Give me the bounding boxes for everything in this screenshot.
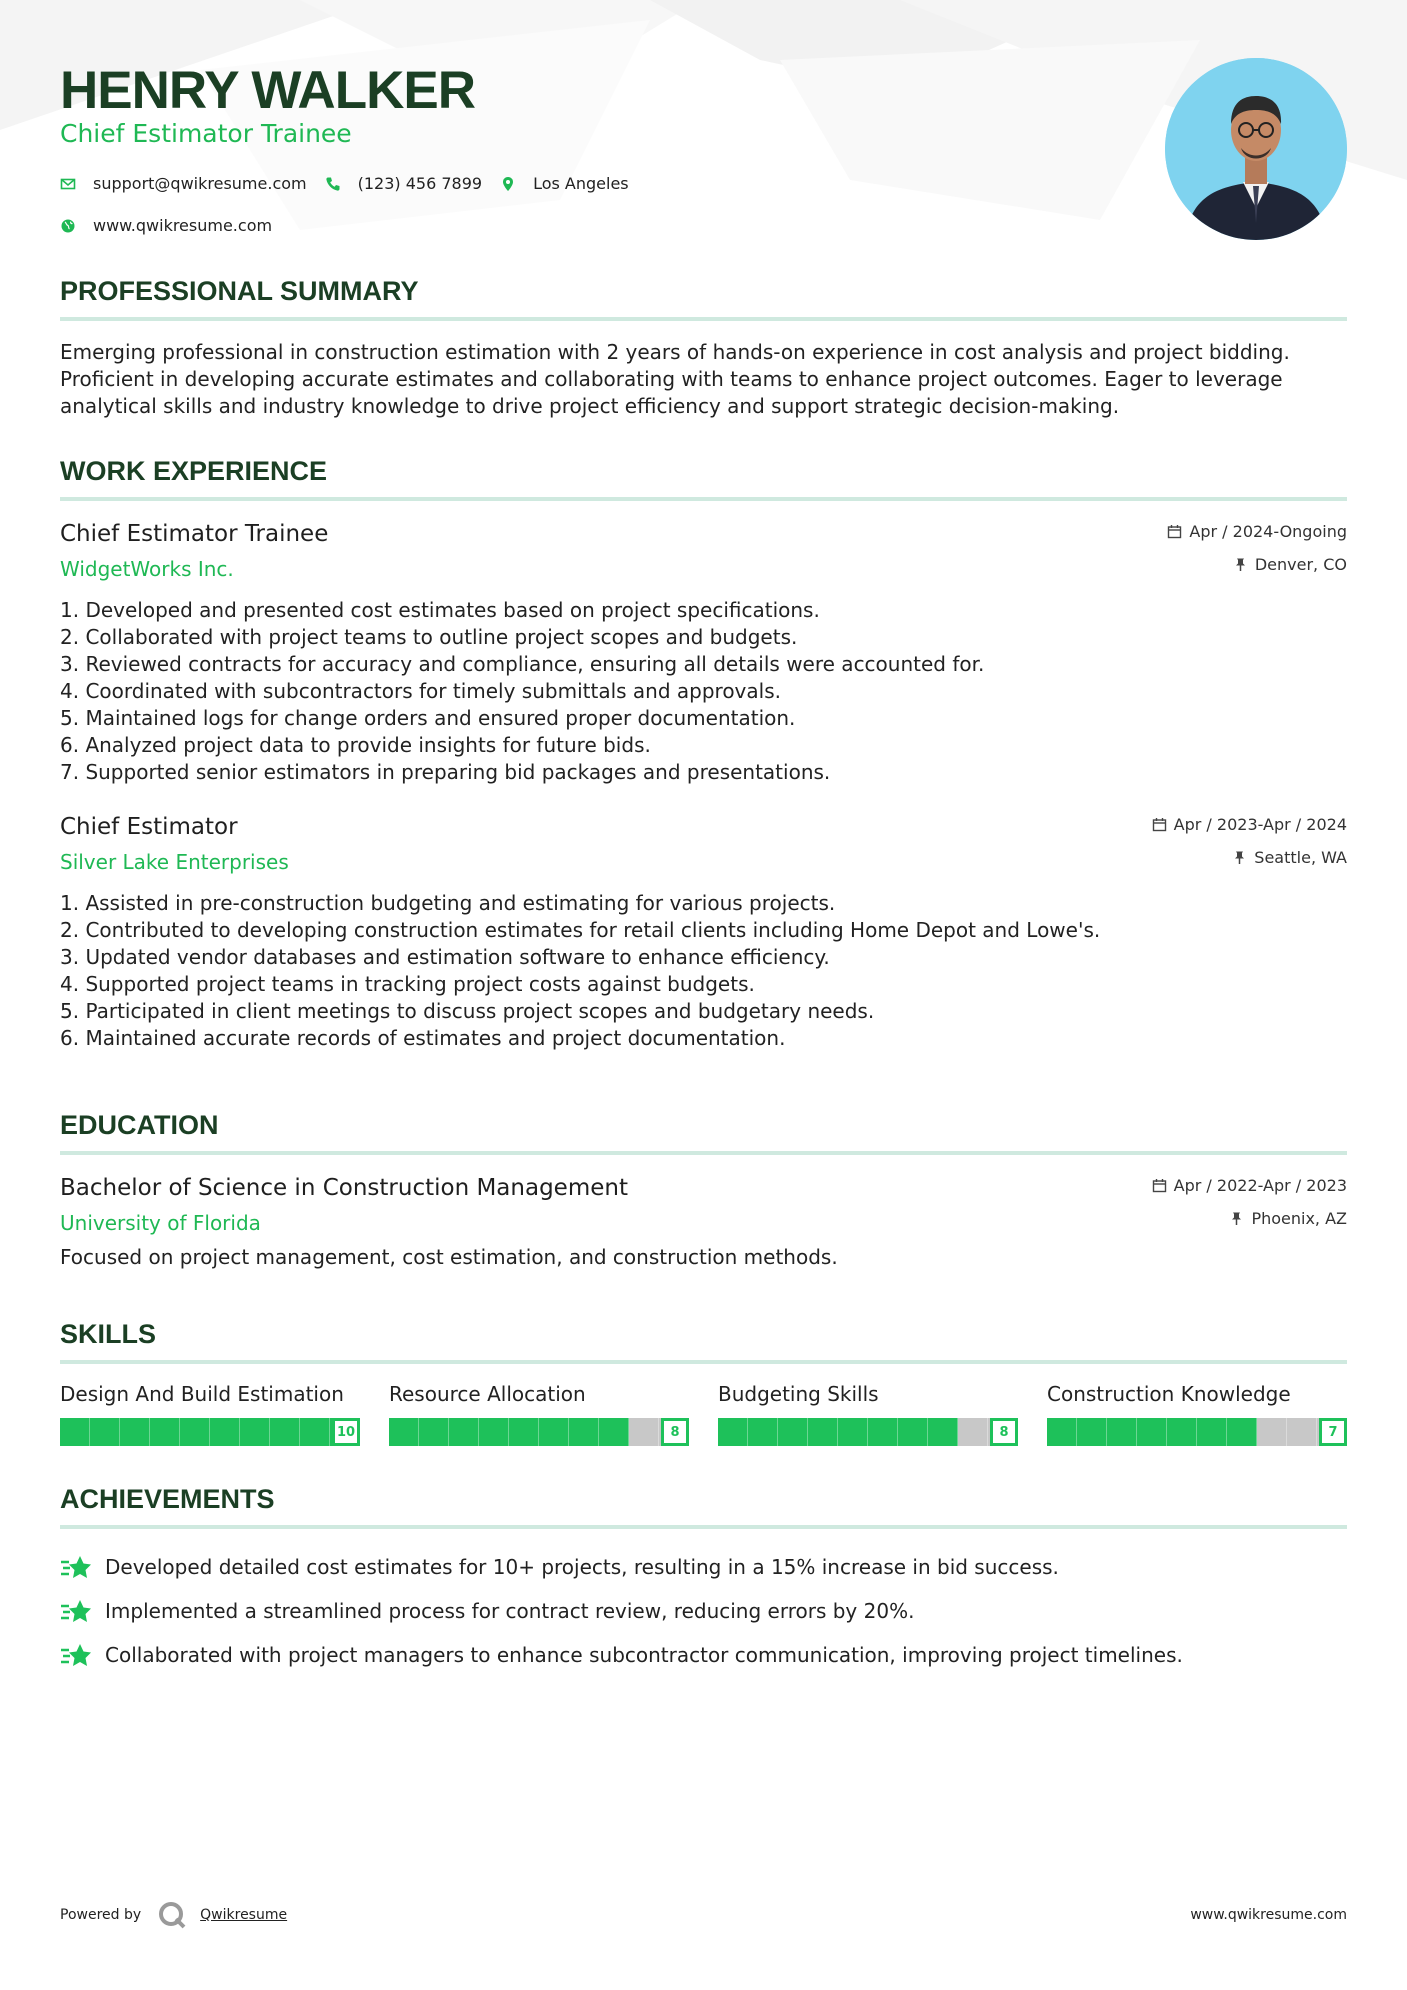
list-item: 7. Supported senior estimators in preparing bid packages and presentations. <box>60 760 831 784</box>
skill-bar <box>389 1418 689 1446</box>
job-location: Denver, CO <box>1254 554 1347 574</box>
skill-bar-segment <box>718 1418 748 1446</box>
pushpin-icon <box>1229 1211 1244 1226</box>
skill-item <box>389 1382 689 1446</box>
calendar-icon <box>1152 1178 1167 1193</box>
list-item: 3. Reviewed contracts for accuracy and compliance, ensuring all details were accounted for. <box>60 652 985 676</box>
skill-bar-segment <box>958 1418 988 1446</box>
education-section <box>60 1110 1347 1269</box>
education-description: Focused on project management, cost estimation, and construction methods. <box>60 1245 838 1269</box>
phone-text: (123) 456 7899 <box>357 174 483 193</box>
job-dates: Apr / 2023-Apr / 2024 <box>1173 814 1347 834</box>
skill-name: Design And Build Estimation <box>60 1382 344 1406</box>
summary-text: Emerging professional in construction estimation with 2 years of hands-on experience in cost analysis and project bidding. Proficient in developing accurate estimates and collaborating with teams to enhance project outcomes. Eager to leverage analytical skills and industry knowledge to drive project efficiency and support strategic decision-making. <box>60 340 1290 418</box>
list-item: 3. Updated vendor databases and estimation software to enhance efficiency. <box>60 945 830 969</box>
skill-bar-segment <box>120 1418 150 1446</box>
skill-bar-segment <box>509 1418 539 1446</box>
skill-score: 10 <box>332 1418 360 1446</box>
list-item: 5. Participated in client meetings to discuss project scopes and budgetary needs. <box>60 999 875 1023</box>
skills-section <box>60 1319 1347 1446</box>
profile-photo <box>1165 58 1347 240</box>
powered-by <box>60 1900 287 1930</box>
summary-heading: PROFESSIONAL SUMMARY <box>60 276 1347 321</box>
job-role: Chief Estimator Trainee <box>60 521 329 547</box>
skill-bar-segment <box>270 1418 300 1446</box>
skill-bar-segment <box>389 1418 419 1446</box>
skill-bar-segment <box>1137 1418 1167 1446</box>
education-dates: Apr / 2022-Apr / 2023 <box>1173 1175 1347 1195</box>
website-text: www.qwikresume.com <box>93 216 273 235</box>
list-item: 6. Analyzed project data to provide insights for future bids. <box>60 733 651 757</box>
list-item: 2. Contributed to developing construction estimates for retail clients including Home Depot and Lowe's. <box>60 918 1101 942</box>
job-role: Chief Estimator <box>60 814 238 840</box>
skill-bar-segment <box>868 1418 898 1446</box>
achievement-text: Developed detailed cost estimates for 10+ projects, resulting in a 15% increase in bid success. <box>105 1555 1059 1579</box>
skill-bar <box>718 1418 1018 1446</box>
skill-bar-segment <box>599 1418 629 1446</box>
skill-bar-segment <box>928 1418 958 1446</box>
achievement-item <box>60 1545 1347 1589</box>
skill-bar-segment <box>1107 1418 1137 1446</box>
skill-name: Construction Knowledge <box>1047 1382 1291 1406</box>
star-award-icon <box>60 1598 92 1624</box>
job-company: Silver Lake Enterprises <box>60 850 289 874</box>
skill-bar-segment <box>180 1418 210 1446</box>
phone-icon <box>325 176 341 192</box>
envelope-icon <box>60 176 76 192</box>
skill-bar-segment <box>748 1418 778 1446</box>
skill-bar-segment <box>838 1418 868 1446</box>
pushpin-icon <box>1232 850 1247 865</box>
list-item: 4. Coordinated with subcontractors for timely submittals and approvals. <box>60 679 781 703</box>
calendar-icon <box>1167 524 1182 539</box>
achievements-heading: ACHIEVEMENTS <box>60 1484 1347 1529</box>
skill-bar-segment <box>1287 1418 1317 1446</box>
skill-bar-segment <box>60 1418 90 1446</box>
job-entry <box>60 521 1347 786</box>
job-location: Seattle, WA <box>1254 847 1347 867</box>
contact-website[interactable] <box>60 216 272 235</box>
job-bullets <box>60 597 1347 786</box>
brand-link[interactable]: Qwikresume <box>200 1907 288 1923</box>
skill-bar-segment <box>1257 1418 1287 1446</box>
location-text: Los Angeles <box>533 174 629 193</box>
skill-bar-segment <box>1077 1418 1107 1446</box>
list-item: 1. Developed and presented cost estimates based on project specifications. <box>60 598 820 622</box>
education-location: Phoenix, AZ <box>1251 1208 1347 1228</box>
skill-bar-segment <box>479 1418 509 1446</box>
achievement-item <box>60 1633 1347 1677</box>
skill-bar-segment <box>1047 1418 1077 1446</box>
experience-section <box>60 456 1347 1052</box>
skill-score: 8 <box>661 1418 689 1446</box>
skill-bar-segment <box>240 1418 270 1446</box>
skill-bar-segment <box>210 1418 240 1446</box>
email-text: support@qwikresume.com <box>93 174 307 193</box>
list-item: 1. Assisted in pre-construction budgeting and estimating for various projects. <box>60 891 836 915</box>
list-item: 6. Maintained accurate records of estimates and project documentation. <box>60 1026 786 1050</box>
contact-email[interactable] <box>60 174 307 193</box>
job-dates: Apr / 2024-Ongoing <box>1189 521 1347 541</box>
skill-bar-segment <box>150 1418 180 1446</box>
qwikresume-logo-icon <box>157 1900 187 1930</box>
job-entry <box>60 814 1347 1052</box>
resume-header <box>60 0 1347 250</box>
contact-row-website <box>60 216 290 235</box>
skill-bar <box>60 1418 360 1446</box>
skill-score: 7 <box>1319 1418 1347 1446</box>
skill-bar-segment <box>808 1418 838 1446</box>
skills-heading: SKILLS <box>60 1319 1347 1364</box>
calendar-icon <box>1152 817 1167 832</box>
skill-name: Resource Allocation <box>389 1382 586 1406</box>
education-heading: EDUCATION <box>60 1110 1347 1155</box>
map-pin-icon <box>500 176 516 192</box>
page-footer <box>60 1900 1347 1930</box>
skill-bar-segment <box>90 1418 120 1446</box>
experience-heading: WORK EXPERIENCE <box>60 456 1347 501</box>
list-item: 5. Maintained logs for change orders and ensured proper documentation. <box>60 706 796 730</box>
skill-bar-segment <box>1167 1418 1197 1446</box>
skill-bar-segment <box>629 1418 659 1446</box>
star-award-icon <box>60 1554 92 1580</box>
list-item: 2. Collaborated with project teams to outline project scopes and budgets. <box>60 625 798 649</box>
pushpin-icon <box>1233 557 1248 572</box>
skill-bar-segment <box>419 1418 449 1446</box>
skill-score: 8 <box>990 1418 1018 1446</box>
skill-item <box>1047 1382 1347 1446</box>
contact-row <box>60 174 647 193</box>
skill-bar-segment <box>569 1418 599 1446</box>
skill-bar <box>1047 1418 1347 1446</box>
powered-by-label: Powered by <box>60 1907 142 1923</box>
contact-location <box>500 174 629 193</box>
skill-item <box>60 1382 360 1446</box>
achievement-text: Collaborated with project managers to enhance subcontractor communication, improving project timelines. <box>105 1643 1183 1667</box>
education-entry <box>60 1175 1347 1269</box>
portrait-image <box>1165 58 1347 240</box>
achievement-item <box>60 1589 1347 1633</box>
achievements-section <box>60 1484 1347 1677</box>
globe-icon <box>60 218 76 234</box>
skill-bar-segment <box>300 1418 330 1446</box>
list-item: 4. Supported project teams in tracking project costs against budgets. <box>60 972 755 996</box>
job-company: WidgetWorks Inc. <box>60 557 234 581</box>
skill-name: Budgeting Skills <box>718 1382 879 1406</box>
degree-name: Bachelor of Science in Construction Management <box>60 1175 628 1201</box>
candidate-name: HENRY WALKER <box>60 61 475 120</box>
skill-item <box>718 1382 1018 1446</box>
job-bullets <box>60 890 1347 1052</box>
footer-website[interactable]: www.qwikresume.com <box>1190 1907 1347 1923</box>
candidate-title: Chief Estimator Trainee <box>60 119 352 148</box>
school-name: University of Florida <box>60 1211 261 1235</box>
star-award-icon <box>60 1642 92 1668</box>
skill-bar-segment <box>1227 1418 1257 1446</box>
skill-bar-segment <box>1197 1418 1227 1446</box>
skill-bar-segment <box>449 1418 479 1446</box>
skill-bar-segment <box>539 1418 569 1446</box>
contact-phone[interactable] <box>325 174 482 193</box>
achievement-text: Implemented a streamlined process for contract review, reducing errors by 20%. <box>105 1599 915 1623</box>
summary-section <box>60 276 1347 420</box>
skill-bar-segment <box>778 1418 808 1446</box>
skill-bar-segment <box>898 1418 928 1446</box>
